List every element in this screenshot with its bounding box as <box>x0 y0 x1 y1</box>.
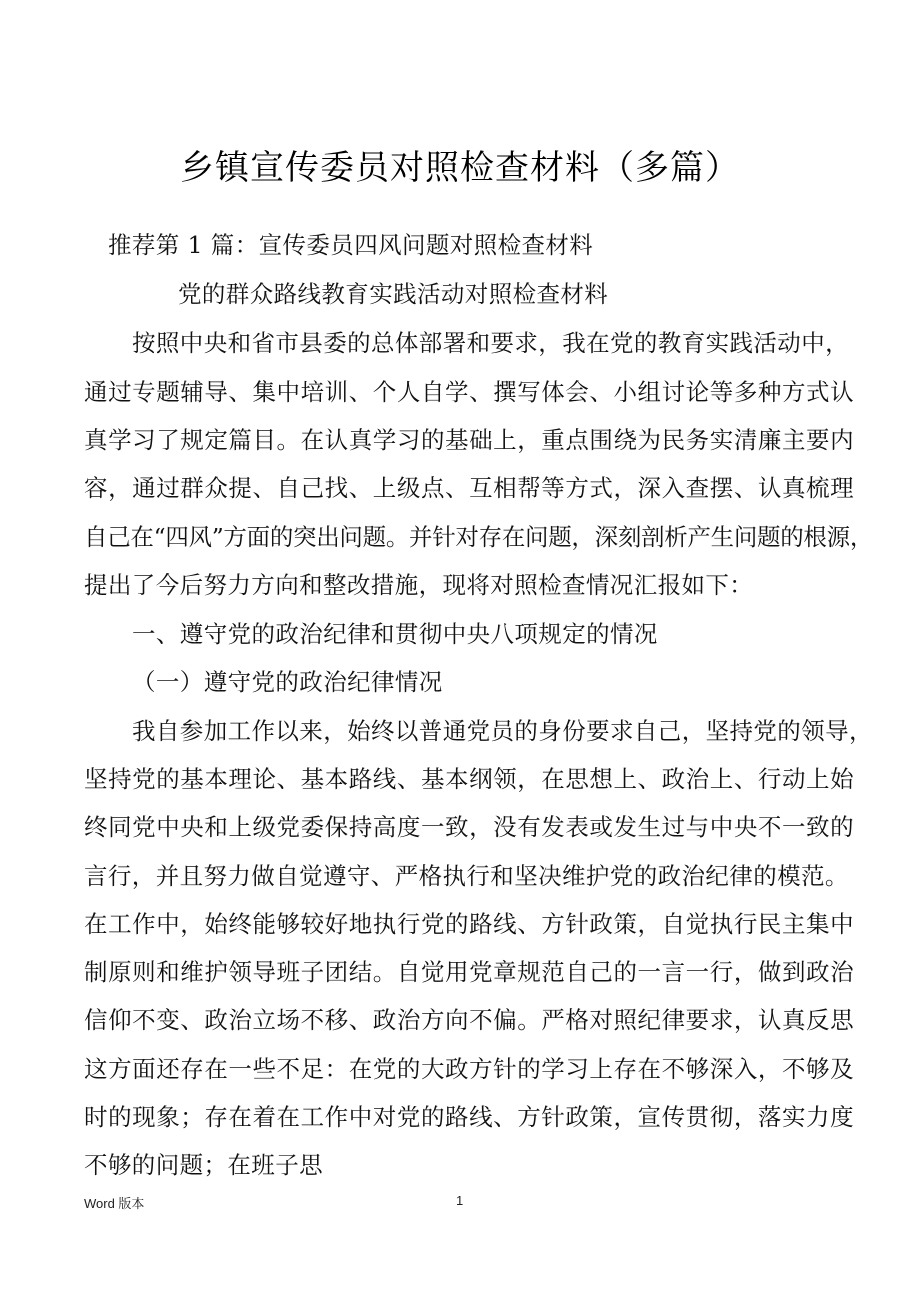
section-heading: 一、遵守党的政治纪律和贯彻中央八项规定的情况 <box>132 620 658 648</box>
text-line: 信仰不变、政治立场不移、政治方向不偏。严格对照纪律要求，认真反思 <box>84 1006 854 1034</box>
text-line: 我自参加工作以来，始终以普通党员的身份要求自己，坚持党的领导， <box>132 717 873 745</box>
footer-label: Word 版本 <box>84 1196 145 1211</box>
text-line: 真学习了规定篇目。在认真学习的基础上，重点围绕为民务实清廉主要内 <box>84 426 854 454</box>
text-line: 言行，并且努力做自觉遵守、严格执行和坚决维护党的政治纪律的模范。 <box>84 862 849 890</box>
document-subtitle: 党的群众路线教育实践活动对照检查材料 <box>178 280 609 308</box>
document-title: 乡镇宣传委员对照检查材料（多篇） <box>180 148 740 188</box>
text-line: 通过专题辅导、集中培训、个人自学、撰写体会、小组讨论等多种方式认 <box>84 378 854 406</box>
text-line: 不够的问题；在班子思 <box>84 1151 323 1179</box>
text-line: 这方面还存在一些不足：在党的大政方针的学习上存在不够深入，不够及 <box>84 1055 854 1083</box>
text-line: 自己在“四风”方面的突出问题。并针对存在问题，深刻剖析产生问题的根源， <box>84 523 874 551</box>
text-line: 按照中央和省市县委的总体部署和要求，我在党的教育实践活动中， <box>132 329 849 357</box>
subsection-heading: （一）遵守党的政治纪律情况 <box>132 668 443 696</box>
page-number: 1 <box>456 1193 464 1208</box>
text-line: 终同党中央和上级党委保持高度一致，没有发表或发生过与中央不一致的 <box>84 813 854 841</box>
recommend-heading: 推荐第 1 篇：宣传委员四风问题对照检查材料 <box>108 231 594 259</box>
text-line: 在工作中，始终能够较好地执行党的路线、方针政策，自觉执行民主集中 <box>84 910 854 938</box>
text-line: 时的现象；存在着在工作中对党的路线、方针政策，宣传贯彻，落实力度 <box>84 1103 854 1131</box>
text-line: 容，通过群众提、自己找、上级点、互相帮等方式，深入查摆、认真梳理 <box>84 474 854 502</box>
text-line: 提出了今后努力方向和整改措施，现将对照检查情况汇报如下： <box>84 571 754 599</box>
text-line: 制原则和维护领导班子团结。自觉用党章规范自己的一言一行，做到政治 <box>84 958 854 986</box>
text-line: 坚持党的基本理论、基本路线、基本纲领，在思想上、政治上、行动上始 <box>84 765 854 793</box>
